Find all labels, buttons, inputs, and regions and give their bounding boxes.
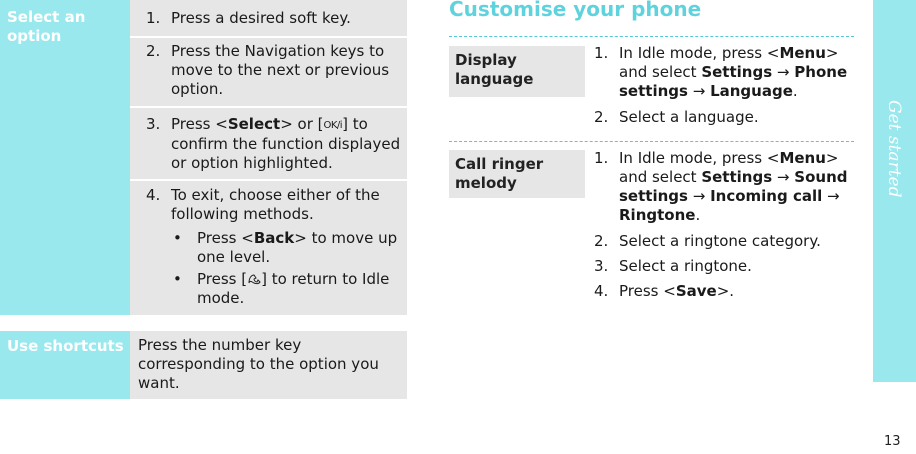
divider-2 — [449, 141, 854, 142]
bullet-end-key: • Press [ ] to return to Idle mode. — [173, 270, 390, 307]
shortcuts-text: Press the number key corresponding to the option you want. — [138, 336, 379, 392]
call-ringer-step-3: 3. Select a ringtone. — [594, 257, 752, 275]
label-cell-select-option — [0, 0, 130, 315]
label-call-ringer: Call ringer melody — [455, 155, 544, 192]
call-ringer-step-2: 2. Select a ringtone category. — [594, 232, 821, 250]
ok-key-icon: OK/i — [323, 120, 343, 131]
sidebar-label: Get started — [884, 100, 904, 198]
section-title: Customise your phone — [449, 0, 702, 21]
end-call-icon — [247, 273, 261, 285]
step-4: 4. To exit, choose either of the following methods. • Press <Back> to move up one level. • Press [ ] to return to Idle mode. — [146, 186, 404, 308]
display-language-step-2: 2. Select a language. — [594, 108, 759, 126]
display-language-step-1: 1. In Idle mode, press <Menu> and select Settings → Phone settings → Language. — [594, 44, 848, 100]
label-select-option: Select an option — [7, 8, 86, 45]
label-use-shortcuts: Use shortcuts — [7, 337, 124, 355]
label-display-language: Display language — [455, 51, 534, 88]
step-2: 2. Press the Navigation keys to move to the next or previous option. — [146, 42, 390, 98]
step-1: 1. Press a desired soft key. — [146, 9, 351, 27]
step-3: 3. Press <Select> or [OK/i] to confirm the function displayed or option highlighted. — [146, 115, 401, 172]
page-number: 13 — [884, 434, 901, 449]
bullet-back: • Press <Back> to move up one level. — [173, 229, 398, 266]
call-ringer-step-1: 1. In Idle mode, press <Menu> and select Settings → Sound settings → Incoming call → Ringtone. — [594, 149, 848, 224]
call-ringer-step-4: 4. Press <Save>. — [594, 282, 735, 300]
divider-1 — [449, 36, 854, 37]
